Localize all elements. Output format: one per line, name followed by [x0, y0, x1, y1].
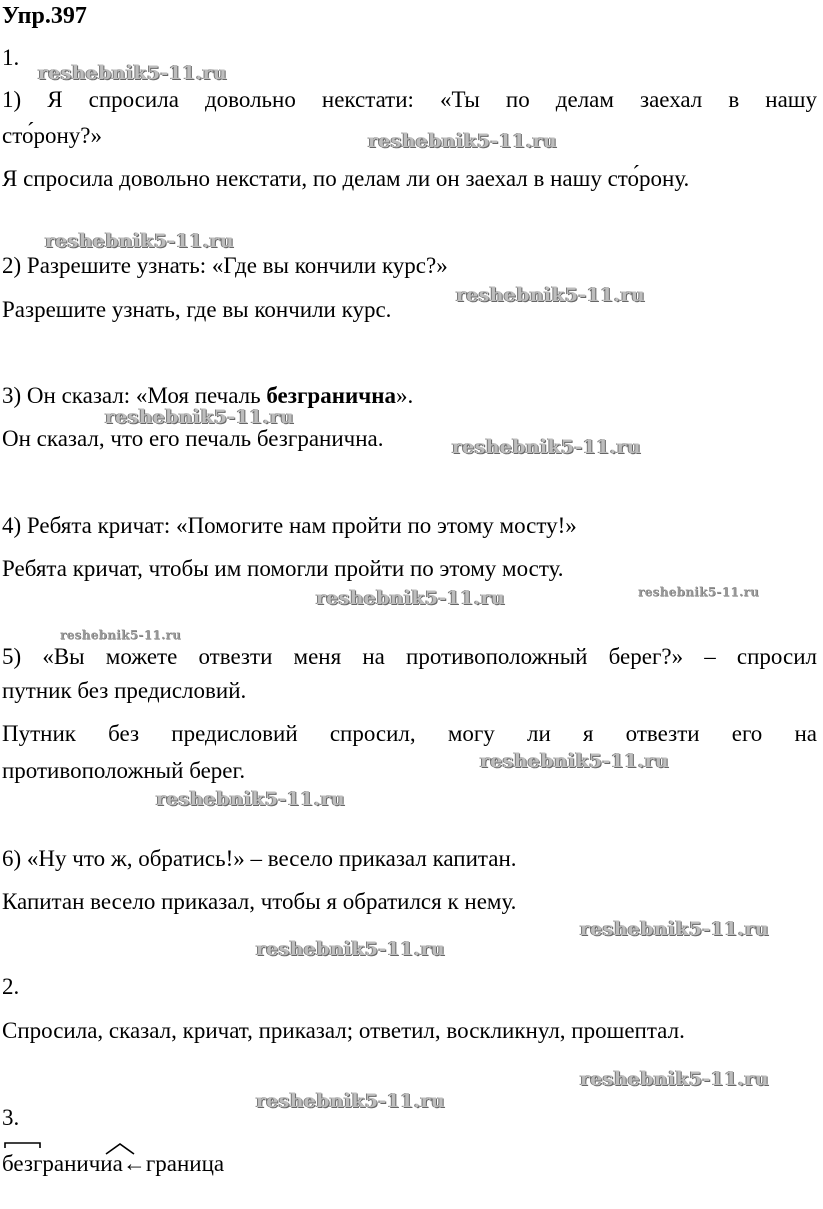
item-3-indirect: Он сказал, что его печаль безгранична. — [2, 426, 384, 451]
watermark: reshebnik5-11.ru — [580, 1068, 769, 1090]
item-1-indirect: Я спросила довольно некстати, по делам ли он заехал в нашу сто́рону. — [2, 166, 690, 191]
item-6-indirect: Капитан весело приказал, чтобы я обратился к нему. — [2, 889, 517, 914]
part3-label: 3. — [2, 1105, 20, 1130]
morpheme-analysis — [2, 1140, 302, 1190]
item-3-quote-pre: 3) Он сказал: «Моя печаль — [2, 383, 267, 408]
item-3-quote-post: ». — [395, 383, 414, 408]
watermark: reshebnik5-11.ru — [38, 62, 227, 84]
item-4-indirect: Ребята кричат, чтобы им помогли пройти по этому мосту. — [2, 556, 564, 581]
watermark: reshebnik5-11.ru — [316, 587, 505, 609]
watermark: reshebnik5-11.ru — [256, 1090, 445, 1112]
watermark: reshebnik5-11.ru — [580, 918, 769, 940]
watermark: reshebnik5-11.ru — [156, 788, 345, 810]
part2-text: Спросила, сказал, кричат, приказал; ответил, воскликнул, прошептал. — [2, 1018, 685, 1043]
watermark: reshebnik5-11.ru — [452, 436, 641, 458]
watermark: reshebnik5-11.ru — [368, 130, 557, 152]
item-5-quote-cont: путник без предисловий. — [2, 678, 247, 703]
part2-label: 2. — [2, 974, 20, 999]
watermark: reshebnik5-11.ru — [105, 406, 294, 428]
item-4-quote: 4) Ребята кричат: «Помогите нам пройти по этому мосту!» — [2, 513, 577, 538]
item-2-quote: 2) Разрешите узнать: «Где вы кончили курс?» — [2, 253, 448, 278]
part1-label: 1. — [2, 45, 20, 70]
part3-word: безграничиа — [2, 1151, 123, 1176]
page-title: Упр.397 — [2, 3, 87, 29]
watermark: reshebnik5-11.ru — [256, 938, 445, 960]
watermark: reshebnik5-11.ru — [45, 230, 234, 252]
watermark: reshebnik5-11.ru — [638, 585, 760, 599]
item-1-quote-cont: сто́рону?» — [2, 123, 102, 148]
item-5-indirect: Путник без предисловий спросил, могу ли я отвезти его на — [2, 721, 817, 746]
item-2-indirect: Разрешите узнать, где вы кончили курс. — [2, 297, 392, 322]
item-5-quote: 5) «Вы можете отвезти меня на противоположный берег?» – спросил — [2, 644, 817, 669]
arrow-left-icon: ← — [122, 1151, 146, 1176]
part3-source: граница — [145, 1151, 225, 1176]
item-6-quote: 6) «Ну что ж, обратись!» – весело приказал капитан. — [2, 846, 517, 871]
item-1-quote: 1) Я спросила довольно некстати: «Ты по делам заехал в нашу — [2, 87, 817, 112]
item-5-indirect-cont: противоположный берег. — [2, 758, 246, 783]
watermark: reshebnik5-11.ru — [60, 628, 182, 642]
item-3-quote-bold: безгранична — [266, 383, 396, 408]
watermark: reshebnik5-11.ru — [456, 284, 645, 306]
watermark: reshebnik5-11.ru — [480, 750, 669, 772]
